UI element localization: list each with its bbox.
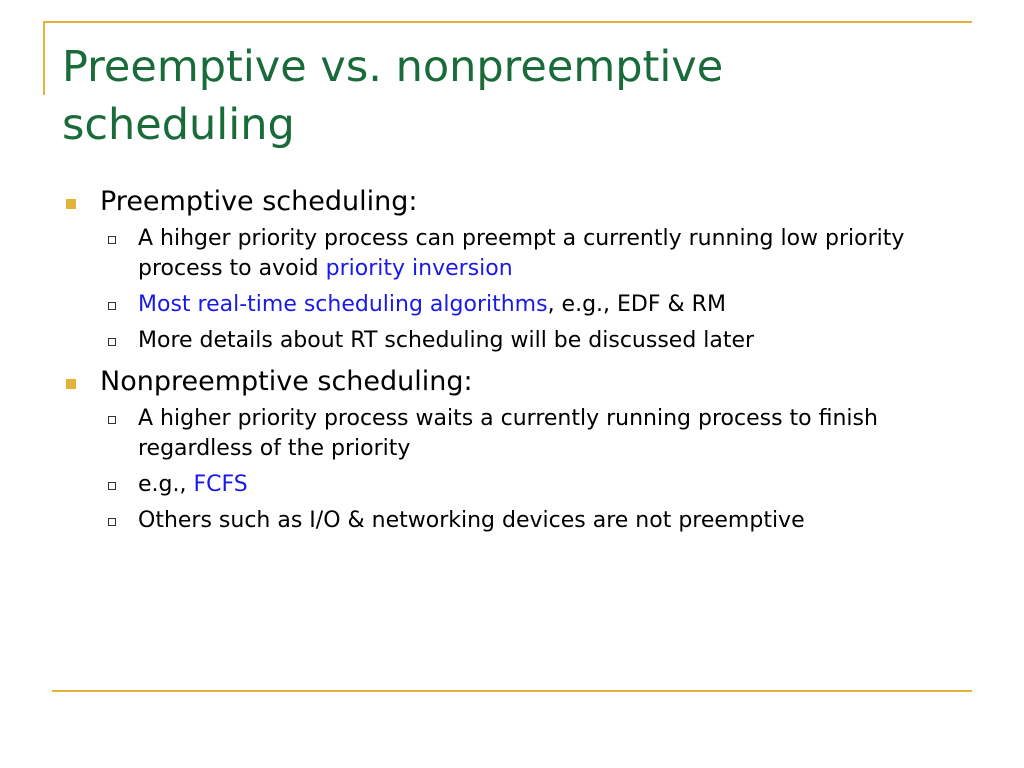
list-item xyxy=(100,290,972,320)
top-rule xyxy=(43,21,972,23)
item-text: e.g., xyxy=(138,472,194,497)
item-text: More details about RT scheduling will be discussed later xyxy=(138,328,755,353)
list-item xyxy=(100,326,972,356)
hollow-square-bullet-icon xyxy=(108,236,116,244)
hollow-square-bullet-icon xyxy=(108,416,116,424)
bottom-rule xyxy=(52,690,972,692)
square-bullet-icon xyxy=(66,379,76,389)
bullet-list xyxy=(62,184,972,542)
left-rule xyxy=(43,21,45,95)
hollow-square-bullet-icon xyxy=(108,338,116,346)
section-preemptive xyxy=(62,184,972,356)
item-highlight: Most real-time scheduling algorithms xyxy=(138,292,548,317)
item-text: Others such as I/O & networking devices are not preemptive xyxy=(138,508,805,533)
item-text: , e.g., EDF & RM xyxy=(547,292,726,317)
list-item xyxy=(100,224,972,284)
item-text: A hihger priority process can preempt a currently running low priority process to avoid xyxy=(138,226,905,281)
list-item xyxy=(100,404,972,464)
section-nonpreemptive xyxy=(62,364,972,536)
hollow-square-bullet-icon xyxy=(108,518,116,526)
hollow-square-bullet-icon xyxy=(108,302,116,310)
sub-list xyxy=(100,224,972,356)
item-highlight: FCFS xyxy=(193,472,248,497)
list-item xyxy=(100,506,972,536)
hollow-square-bullet-icon xyxy=(108,482,116,490)
square-bullet-icon xyxy=(66,199,76,209)
list-item xyxy=(100,470,972,500)
slide-title: Preemptive vs. nonpreemptive scheduling xyxy=(62,42,724,150)
item-text: A higher priority process waits a currently running process to finish regardless of the priority xyxy=(138,406,878,461)
section-heading: Preemptive scheduling: xyxy=(100,186,418,217)
item-highlight: priority inversion xyxy=(325,256,513,281)
section-heading: Nonpreemptive scheduling: xyxy=(100,366,473,397)
sub-list xyxy=(100,404,972,536)
